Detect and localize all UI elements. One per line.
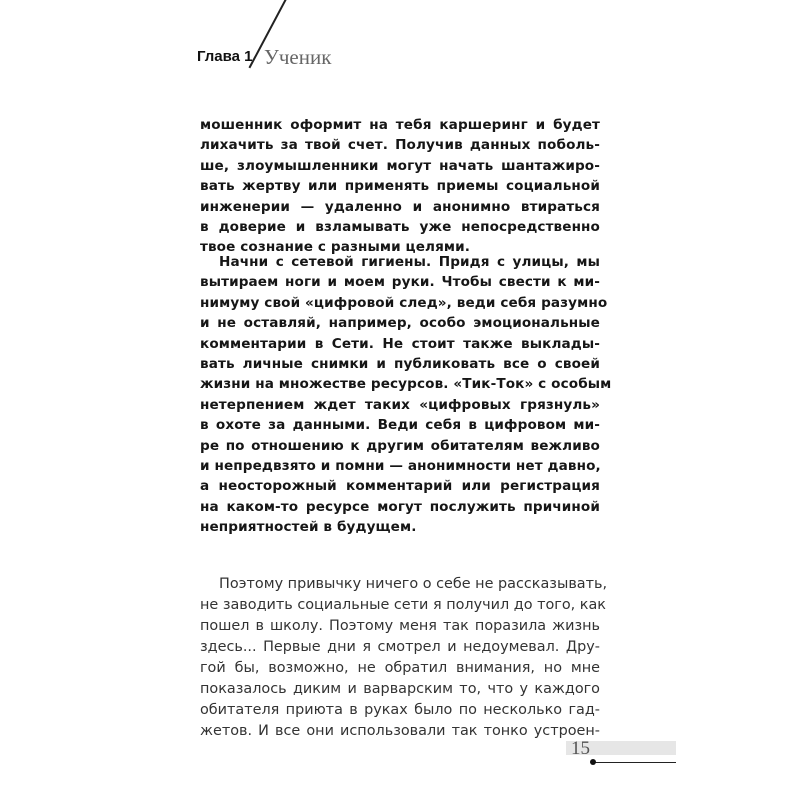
text-line: неприятностей в будущем. bbox=[200, 519, 417, 536]
text-line: показалось диким и варварским то, что у каждого bbox=[200, 681, 600, 697]
text-line: жетов. И все они использовали так тонко устроен- bbox=[200, 723, 600, 739]
text-line: обитателя приюта в руках было по несколько гад- bbox=[200, 702, 600, 718]
text-line: а неосторожный комментарий или регистрация bbox=[200, 478, 600, 495]
chapter-label: Глава 1 bbox=[197, 48, 253, 65]
paragraph-3 bbox=[200, 574, 608, 742]
text-line: вать жертву или применять приемы социальной bbox=[200, 178, 600, 195]
paragraph-2 bbox=[200, 252, 612, 537]
text-line: на каком-то ресурсе могут послужить причиной bbox=[200, 498, 600, 515]
paragraph-1 bbox=[200, 115, 600, 258]
text-line: и непредвзято и помни — анонимности нет давно, bbox=[200, 457, 601, 474]
text-line: нетерпением ждет таких «цифровых грязнуль» bbox=[200, 396, 600, 413]
footer-rule bbox=[593, 762, 676, 763]
footer-dot bbox=[590, 759, 596, 765]
text-line: твое сознание с разными целями. bbox=[200, 239, 471, 256]
text-line: Поэтому привычку ничего о себе не рассказывать, bbox=[219, 576, 608, 592]
text-line: и не оставляй, например, особо эмоциональные bbox=[200, 315, 600, 332]
text-line: ре по отношению к другим обитателям вежливо bbox=[200, 437, 600, 454]
text-line: мошенник оформит на тебя каршеринг и будет bbox=[200, 117, 600, 133]
text-line: пошел в школу. Поэтому меня так поразила жизнь bbox=[200, 618, 600, 634]
text-line: лихачить за твой счет. Получив данных поболь- bbox=[200, 137, 600, 154]
text-line: вать личные снимки и публиковать все о своей bbox=[200, 355, 600, 372]
text-line: вытираем ноги и моем руки. Чтобы свести к ми- bbox=[200, 274, 600, 291]
text-line: ше, злоумышленники могут начать шантажиро- bbox=[200, 157, 600, 174]
text-line: комментарии в Сети. Не стоит также выклады- bbox=[200, 335, 600, 352]
text-line: не заводить социальные сети я получил до того, как bbox=[200, 597, 606, 613]
text-line: здесь... Первые дни я смотрел и недоумевал. Дру- bbox=[200, 639, 600, 655]
text-line: Начни с сетевой гигиены. Придя с улицы, мы bbox=[219, 254, 600, 270]
text-line: инженерии — удаленно и анонимно втираться bbox=[200, 198, 600, 215]
text-line: гой бы, возможно, не обратил внимания, но мне bbox=[200, 660, 600, 676]
text-line: жизни на множестве ресурсов. «Тик-Ток» с особым bbox=[200, 376, 612, 393]
chapter-title: Ученик bbox=[264, 45, 332, 69]
text-line: в доверие и взламывать уже непосредственно bbox=[200, 218, 600, 235]
text-line: в охоте за данными. Веди себя в цифровом ми- bbox=[200, 417, 600, 434]
page-number: 15 bbox=[571, 738, 590, 759]
text-line: нимуму свой «цифровой след», веди себя разумно bbox=[200, 294, 608, 311]
